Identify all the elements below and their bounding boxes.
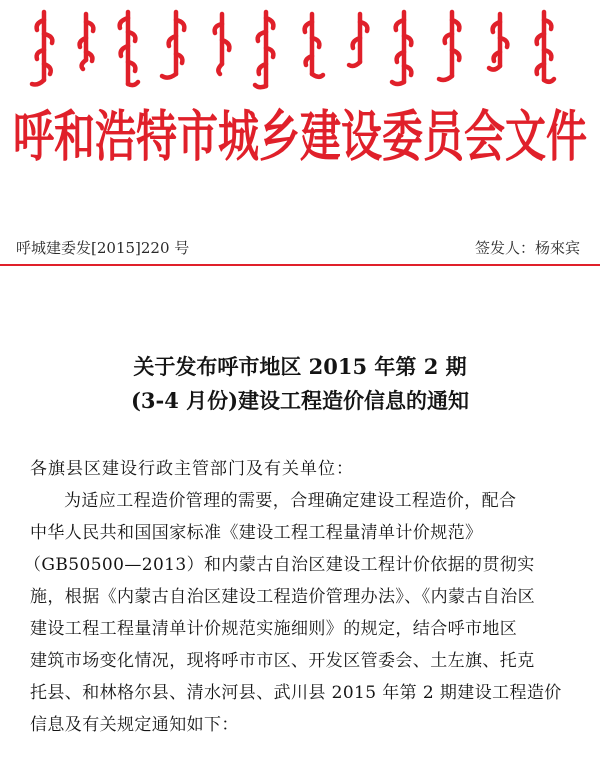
body-line: 建筑市场变化情况，现将呼市市区、开发区管委会、土左旗、托克 xyxy=(30,651,535,671)
notice-title-line-1: 关于发布呼市地区 2015 年第 2 期 xyxy=(133,354,467,379)
mongolian-script-header xyxy=(0,4,600,90)
body-line: 为适应工程造价管理的需要，合理确定建设工程造价，配合 xyxy=(64,491,517,511)
document-number: 呼城建委发[2015]220 号 xyxy=(16,239,190,257)
salutation: 各旗县区建设行政主管部门及有关单位： xyxy=(30,459,354,479)
body-line: 建设工程工程量清单计价规范实施细则》的规定，结合呼市地区 xyxy=(30,619,518,639)
notice-title-line-2: (3-4 月份)建设工程造价信息的通知 xyxy=(130,388,470,413)
notice-title xyxy=(0,350,600,418)
red-divider-line xyxy=(0,264,600,266)
body-line: 施，根据《内蒙古自治区建设工程造价管理办法》、《内蒙古自治区 xyxy=(30,587,535,607)
issuing-authority-title: 呼和浩特市城乡建设委员会文件 xyxy=(13,104,587,169)
body-line: 中华人民共和国国家标准《建设工程工程量清单计价规范》 xyxy=(30,523,483,543)
body-line: 托县、和林格尔县、清水河县、武川县 2015 年第 2 期建设工程造价 xyxy=(30,683,562,703)
mongolian-script-graphic xyxy=(0,4,600,90)
body-line: 信息及有关规定通知如下： xyxy=(30,715,239,735)
signer: 签发人：杨來宾 xyxy=(474,239,580,257)
body-line: （GB50500—2013）和内蒙古自治区建设工程计价依据的贯彻实 xyxy=(24,555,535,575)
